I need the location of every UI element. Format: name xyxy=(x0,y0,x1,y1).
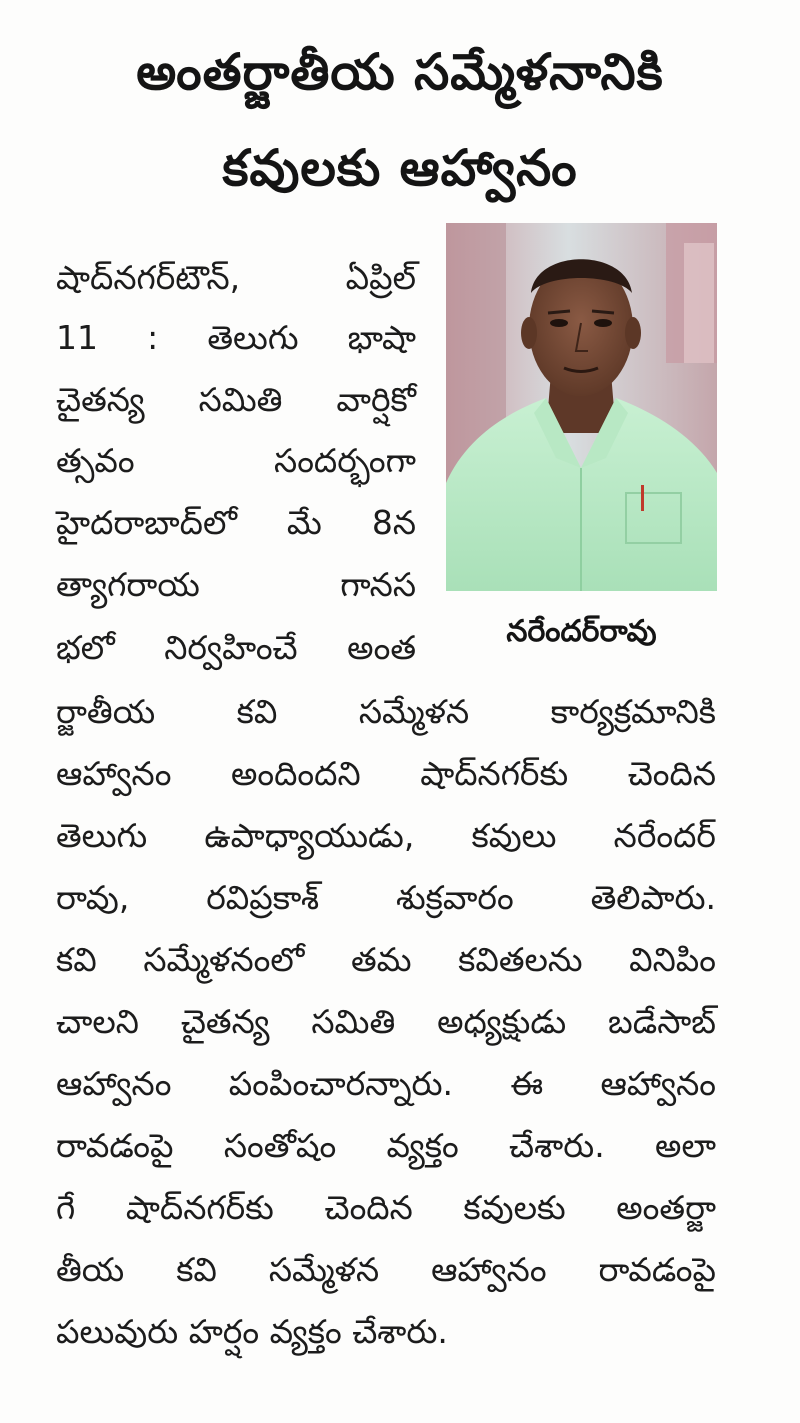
article-body-line: రావడంపై సంతోషం వ్యక్తం చేశారు. అలా xyxy=(56,1126,716,1165)
article-body-line: పలువురు హర్షం వ్యక్తం చేశారు. xyxy=(56,1312,448,1351)
article-body-line: గే షాద్‌నగర్‌కు చెందిన కవులకు అంతర్జా xyxy=(56,1188,716,1227)
headline-line-1: అంతర్జాతీయ సమ్మేళనానికి xyxy=(136,43,664,101)
article-body-line: త్యాగరాయ గానస xyxy=(56,565,416,604)
article-body-line: భలో నిర్వహించే అంత xyxy=(56,628,416,667)
article-body-line: కవి సమ్మేళనంలో తమ కవితలను వినిపిం xyxy=(56,940,716,979)
article-body-line: త్సవం సందర్భంగా xyxy=(56,441,416,480)
article-body-line: ర్జాతీయ కవి సమ్మేళన కార్యక్రమానికి xyxy=(56,692,716,731)
article-body-line: తీయ కవి సమ్మేళన ఆహ్వానం రావడంపై xyxy=(56,1250,716,1289)
article-body-line: తెలుగు ఉపాధ్యాయుడు, కవులు నరేందర్‌ xyxy=(56,816,716,855)
article-body-line: ఆహ్వానం పంపించారన్నారు. ఈ ఆహ్వానం xyxy=(56,1064,716,1103)
photo-caption: నరేందర్‌రావు xyxy=(506,614,657,649)
portrait-illustration xyxy=(446,223,717,591)
article-body-line: చైతన్య సమితి వార్షికో xyxy=(56,380,416,419)
headline-line-2: కవులకు ఆహ్వానం xyxy=(222,139,578,197)
article-body-line: ఆహ్వానం అందిందని షాద్‌నగర్‌కు చెందిన xyxy=(56,754,716,793)
article-body-line: 11 : తెలుగు భాషా xyxy=(56,318,416,357)
article-body-line: హైదరాబాద్‌లో మే 8న xyxy=(56,503,416,542)
portrait-photo xyxy=(446,223,717,591)
article-body-line: రావు, రవిప్రకాశ్‌ శుక్రవారం తెలిపారు. xyxy=(56,878,716,917)
article-body-line: చాలని చైతన్య సమితి అధ్యక్షుడు బడేసాబ్‌ xyxy=(56,1002,716,1041)
article-body-line: షాద్‌నగర్‌టౌన్‌, ఏప్రిల్‌ xyxy=(56,258,416,297)
